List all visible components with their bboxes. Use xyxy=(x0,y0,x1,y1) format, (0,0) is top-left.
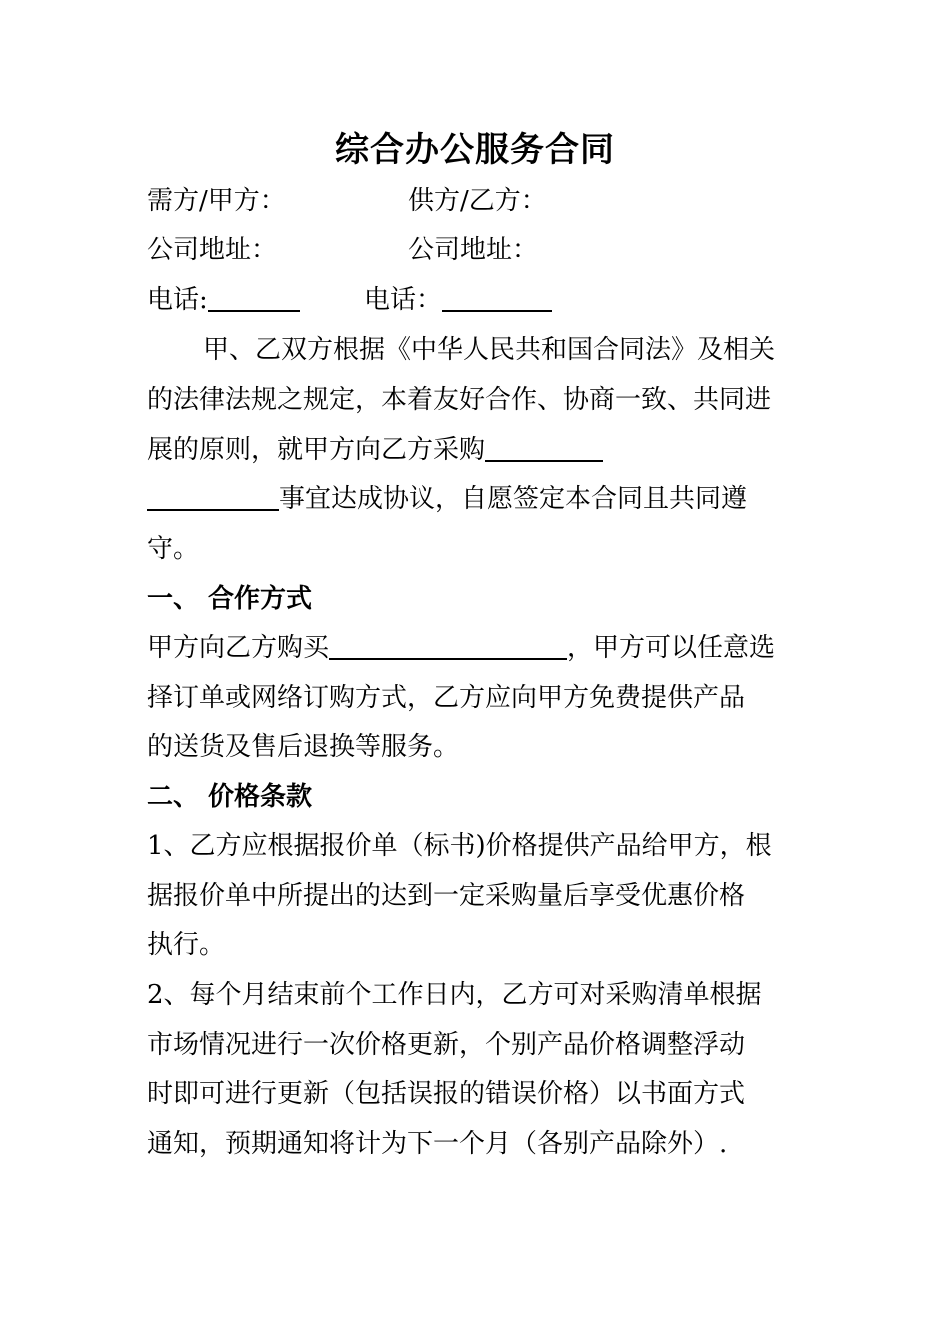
preamble-line-1: 甲、乙双方根据《中华人民共和国合同法》及相关 xyxy=(203,335,776,365)
section-1-line-1b: ，甲方可以任意选 xyxy=(567,633,776,663)
preamble-line-3-text: 展的原则，就甲方向乙方采购 xyxy=(147,435,486,465)
section-2-item-2-line-4: 通知，预期通知将计为下一个月（各别产品除外）. xyxy=(147,1129,728,1159)
section-1-line-1a: 甲方向乙方购买 xyxy=(147,633,330,663)
phone-a-label: 电话: xyxy=(147,285,208,315)
preamble-line-2: 的法律法规之规定，本着友好合作、协商一致、共同进 xyxy=(147,385,772,415)
section-1-line-2: 择订单或网络订购方式，乙方应向甲方免费提供产品 xyxy=(147,683,746,713)
section-2-heading: 二、 价格条款 xyxy=(147,782,313,812)
party-b-label: 供方/乙方： xyxy=(408,186,547,216)
phone-a-blank xyxy=(208,286,300,312)
section-1-line-1 xyxy=(147,631,775,665)
section-2-item-2-line-2: 市场情况进行一次价格更新，个别产品价格调整浮动 xyxy=(147,1030,746,1060)
section-2-item-2-line-3: 时即可进行更新（包括误报的错误价格）以书面方式 xyxy=(147,1079,746,1109)
phone-b-label: 电话： xyxy=(364,285,443,315)
purchase-goods-blank xyxy=(329,634,567,660)
address-b-label: 公司地址： xyxy=(408,235,539,265)
phone-a-row xyxy=(147,283,300,317)
address-a-label: 公司地址： xyxy=(147,235,278,265)
phone-b-blank xyxy=(442,286,552,312)
phone-b-row xyxy=(364,283,552,317)
section-1-heading: 一、 合作方式 xyxy=(147,584,313,614)
preamble-line-3 xyxy=(147,433,603,467)
party-a-label: 需方/甲方： xyxy=(147,186,286,216)
section-2-item-2-line-1: 2、每个月结束前个工作日内，乙方可对采购清单根据 xyxy=(147,980,762,1010)
purchase-item-blank-2 xyxy=(147,485,279,511)
section-1-line-3: 的送货及售后退换等服务。 xyxy=(147,732,460,762)
section-2-item-1-line-1: 1、乙方应根据报价单（标书)价格提供产品给甲方，根 xyxy=(147,831,772,861)
document-title: 综合办公服务合同 xyxy=(335,130,615,170)
preamble-line-4 xyxy=(147,482,747,516)
section-2-item-1-line-2: 据报价单中所提出的达到一定采购量后享受优惠价格 xyxy=(147,881,746,911)
section-2-item-1-line-3: 执行。 xyxy=(147,930,226,960)
purchase-item-blank-1 xyxy=(485,436,603,462)
preamble-line-5: 守。 xyxy=(147,534,200,564)
preamble-line-4-text: 事宜达成协议，自愿签定本合同且共同遵 xyxy=(279,484,748,514)
